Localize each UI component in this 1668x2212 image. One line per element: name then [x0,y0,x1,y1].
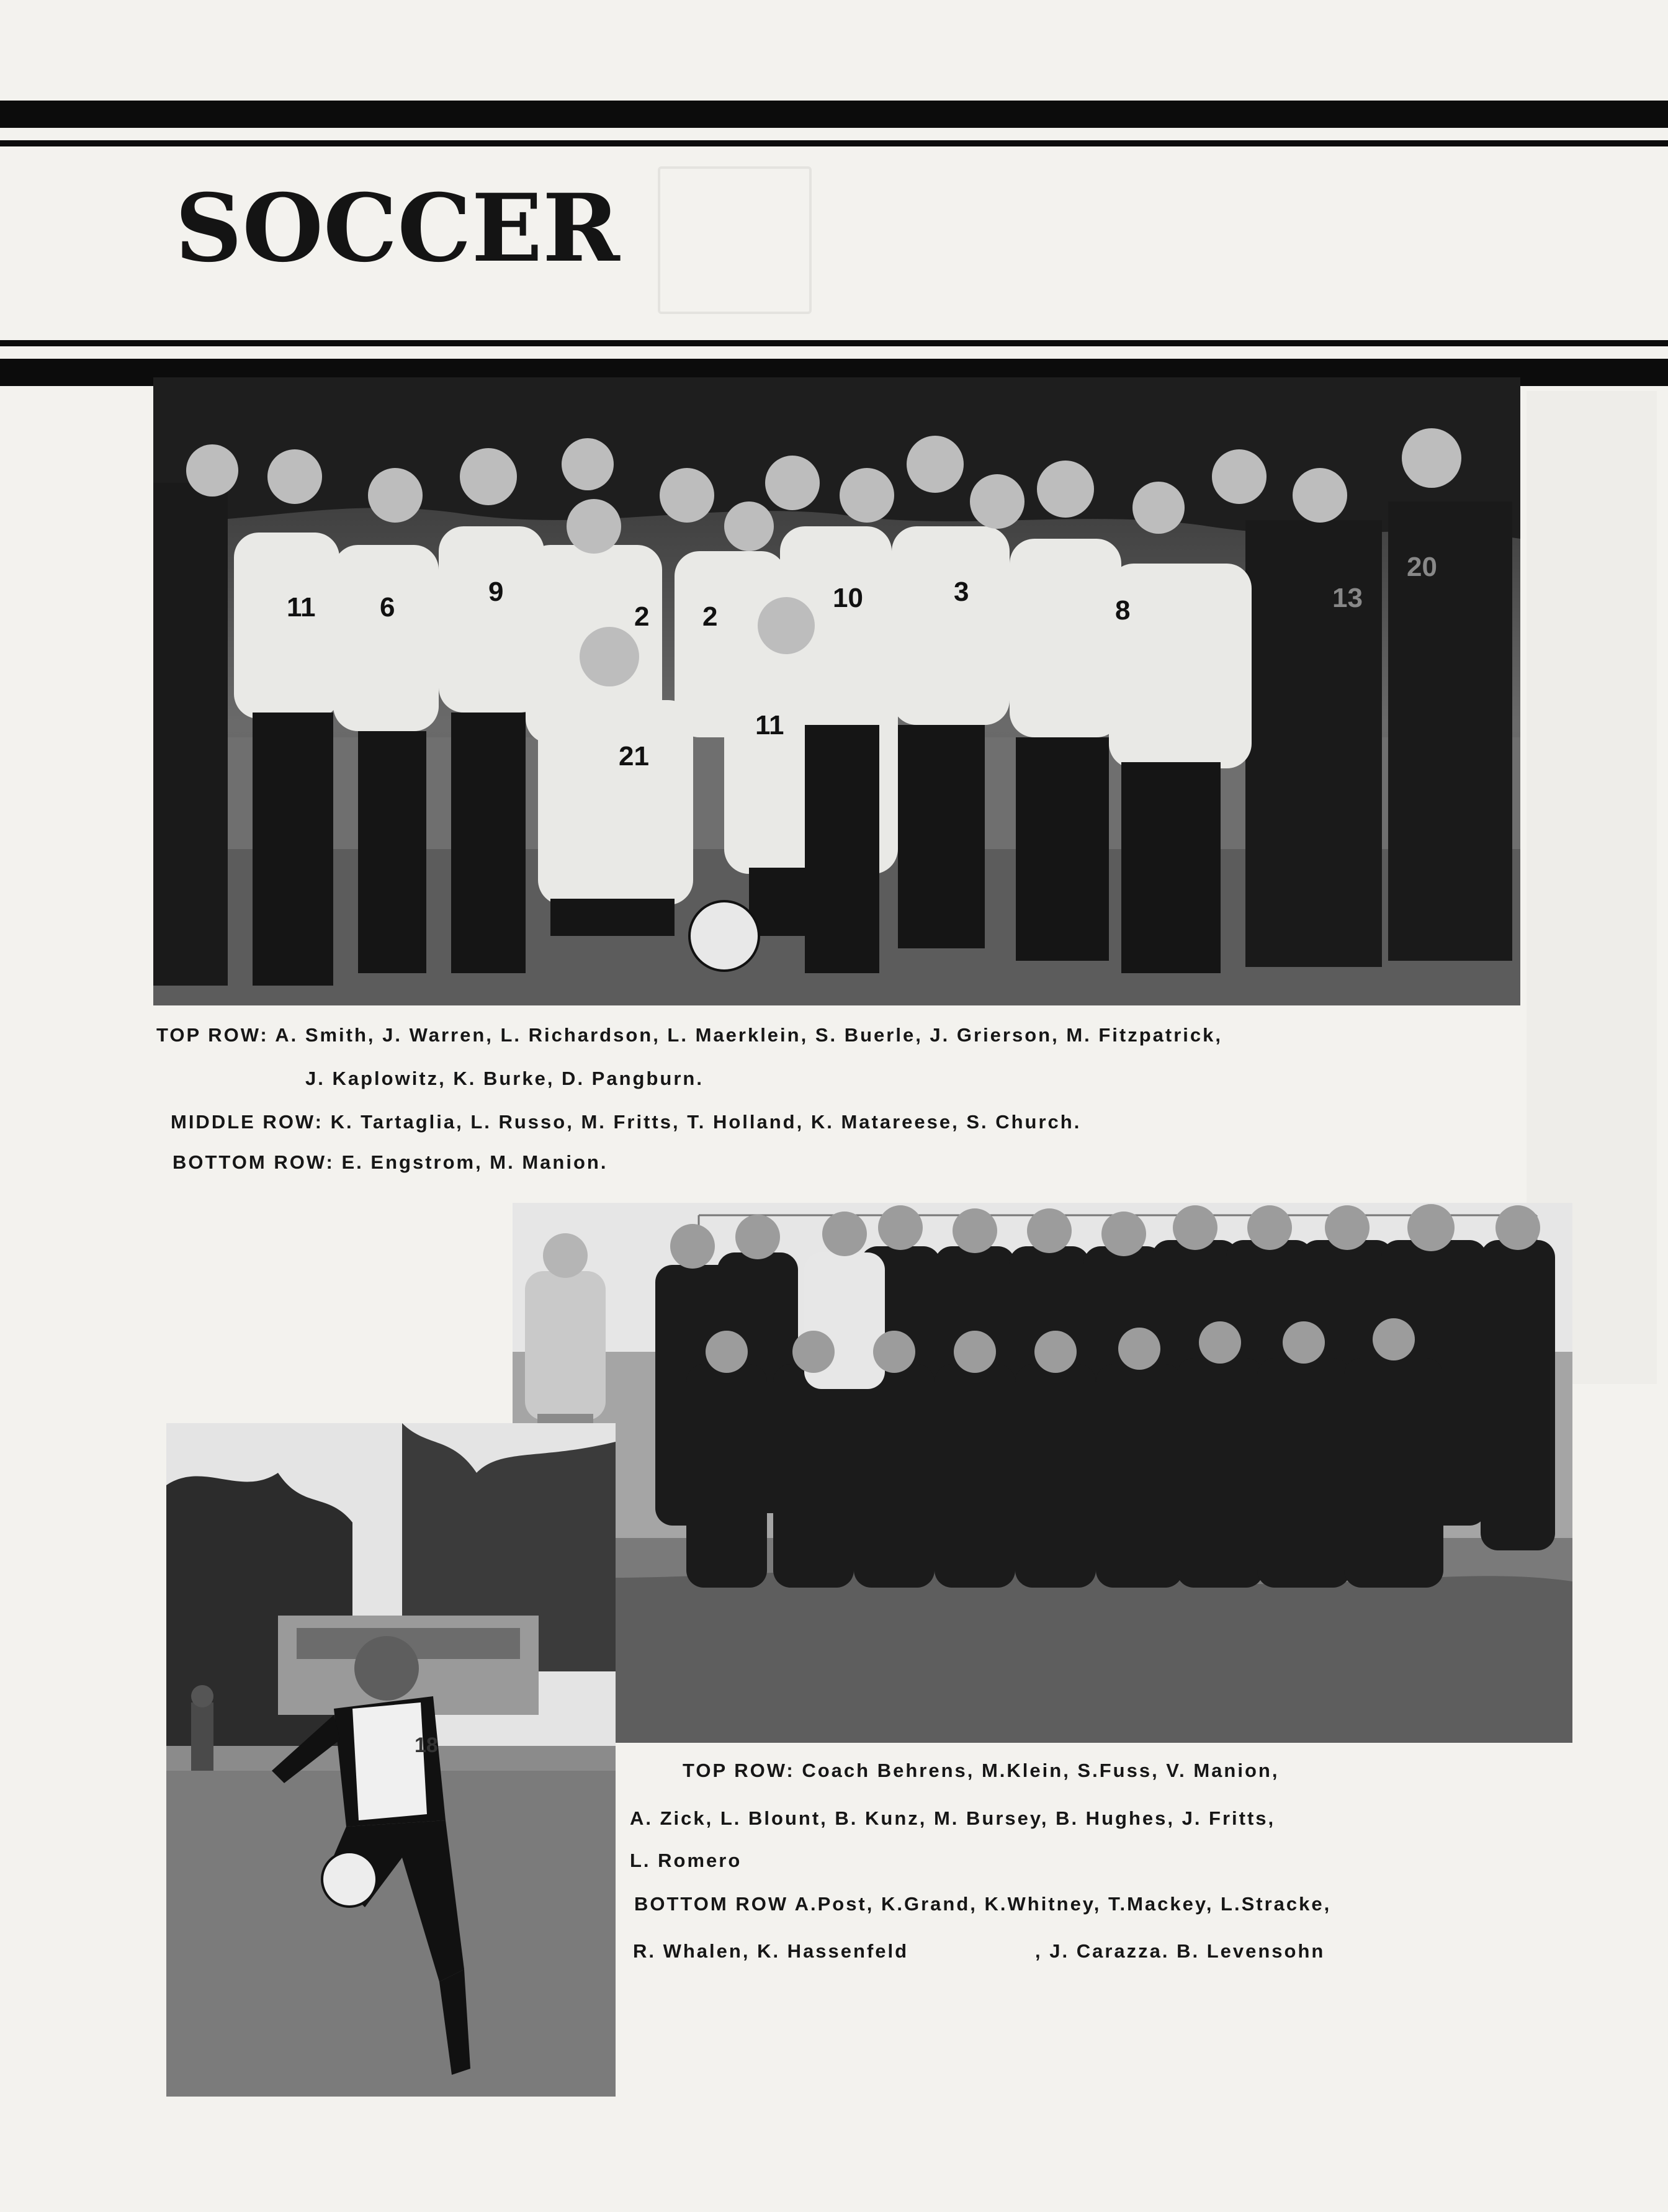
jersey-number: 9 [488,577,504,607]
varsity-caption-line-2: J. Kaplowitz, K. Burke, D. Pangburn. [305,1068,704,1089]
jv-caption-line-2: A. Zick, L. Blount, B. Kunz, M. Bursey, B. Hughes, J. Fritts, [630,1807,1276,1829]
jersey-number: 13 [1332,583,1363,613]
section-title: SOCCER [175,174,620,283]
jv-caption-line-5: R. Whalen, K. Hassenfeld [633,1940,909,1962]
varsity-caption-line-3: MIDDLE ROW: K. Tartaglia, L. Russo, M. Fritts, T. Holland, K. Matareese, S. Church. [171,1111,1082,1133]
jersey-number: 3 [954,577,969,607]
jersey-number: 8 [1115,595,1131,626]
varsity-caption-line-1: TOP ROW: A. Smith, J. Warren, L. Richardson, L. Maerklein, S. Buerle, J. Grierson, M. Fitzpatrick, [156,1024,1223,1046]
top-rule-thick [0,101,1668,128]
bottom-rule-thin [0,340,1668,346]
jersey-number: 11 [287,592,316,623]
jv-caption-line-4: BOTTOM ROW A.Post, K.Grand, K.Whitney, T.Mackey, L.Stracke, [634,1893,1332,1915]
jv-team-photo [513,1203,1572,1743]
jersey-number: 10 [833,583,863,613]
jersey-number: 2 [634,601,650,632]
jersey-number: 18 [415,1733,438,1757]
jersey-number: 2 [702,601,718,632]
jv-caption-line-3: L. Romero [630,1850,742,1871]
soccer-player-watermark-icon [658,166,812,314]
jersey-number: 6 [380,592,395,623]
jv-caption-line-1: TOP ROW: Coach Behrens, M.Klein, S.Fuss, V. Manion, [683,1760,1280,1781]
jersey-number: 20 [1407,552,1437,582]
top-rule-thin [0,140,1668,146]
action-player-photo [166,1423,616,2097]
varsity-caption-line-4: BOTTOM ROW: E. Engstrom, M. Manion. [173,1151,608,1173]
jersey-number: 11 [755,710,784,740]
varsity-team-photo [153,377,1520,1005]
jv-caption-line-5-continued: , J. Carazza. B. Levensohn [1035,1940,1325,1962]
jersey-number: 21 [619,741,649,771]
